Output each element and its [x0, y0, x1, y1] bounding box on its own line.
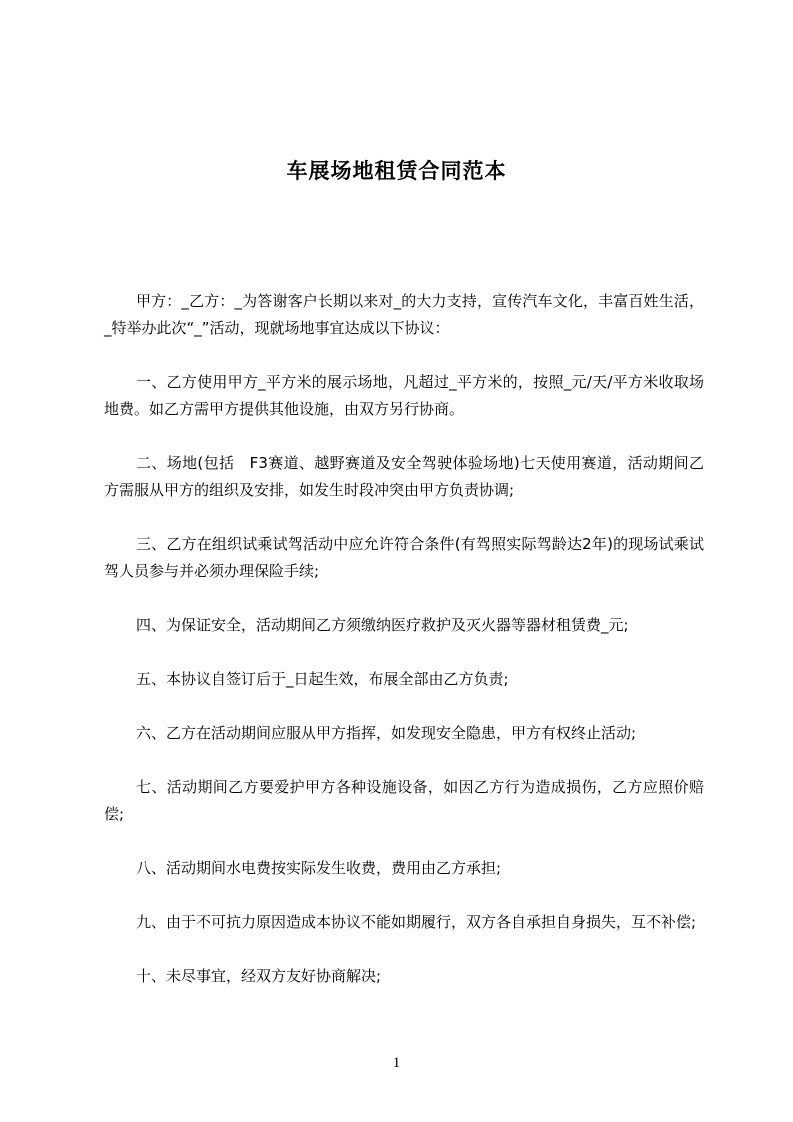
paragraph-clause-7: 七、活动期间乙方要爱护甲方各种设施设备，如因乙方行为造成损伤，乙方应照价赔偿; [104, 778, 704, 823]
page-number: 1 [392, 1055, 401, 1071]
paragraph-clause-3: 三、乙方在组织试乘试驾活动中应允许符合条件(有驾照实际驾龄达2年)的现场试乘试驾人员参与并必须办理保险手续; [104, 535, 704, 580]
paragraph-clause-5: 五、本协议自签订后于_日起生效，布展全部由乙方负责; [136, 670, 509, 688]
paragraph-clause-8: 八、活动期间水电费按实际发生收费，费用由乙方承担; [136, 859, 502, 877]
paragraph-preamble: 甲方：_乙方：_为答谢客户长期以来对_的大力支持，宣传汽车文化，丰富百姓生活，_特举办此次“_”活动，现就场地事宜达成以下协议： [104, 292, 704, 337]
paragraph-clause-4: 四、为保证安全，活动期间乙方须缴纳医疗救护及灭火器等器材租赁费_元; [136, 616, 629, 634]
paragraph-clause-9: 九、由于不可抗力原因造成本协议不能如期履行，双方各自承担自身损失，互不补偿; [136, 913, 697, 931]
document-title: 车展场地租赁合同范本 [286, 159, 507, 184]
paragraph-clause-10: 十、未尽事宜，经双方友好协商解决; [136, 967, 382, 985]
paragraph-clause-6: 六、乙方在活动期间应服从甲方指挥，如发现安全隐患，甲方有权终止活动; [136, 724, 637, 742]
paragraph-clause-2: 二、场地(包括 F3赛道、越野赛道及安全驾驶体验场地)七天使用赛道，活动期间乙方需服从甲方的组织及安排，如发生时段冲突由甲方负责协调; [104, 454, 704, 499]
paragraph-clause-1: 一、乙方使用甲方_平方米的展示场地，凡超过_平方米的，按照_元/天/平方米收取场地费。如乙方需甲方提供其他设施，由双方另行协商。 [104, 373, 704, 418]
document-body [104, 288, 704, 990]
